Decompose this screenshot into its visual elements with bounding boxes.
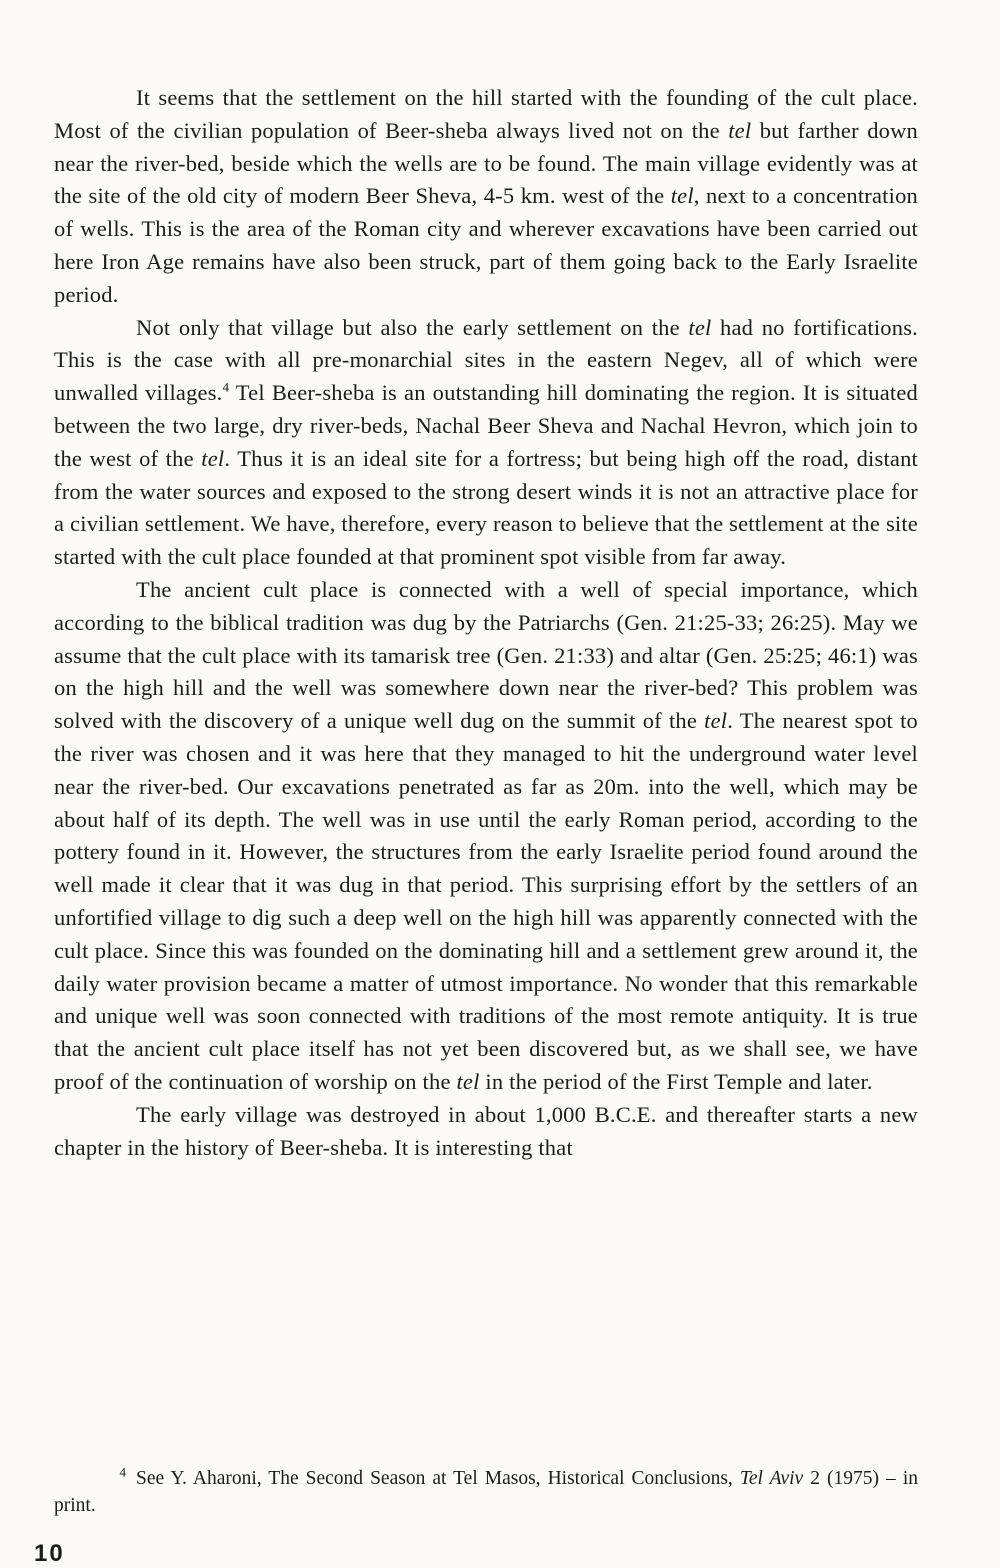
body-text xyxy=(54,82,918,1164)
italic-term: tel xyxy=(670,183,694,209)
footnote-text: 2 (1975) – in print. xyxy=(54,1468,918,1516)
italic-title: Tel Aviv xyxy=(739,1468,804,1489)
paragraph-4 xyxy=(54,1099,918,1165)
footnote xyxy=(54,1465,918,1519)
text-segment: The early village was destroyed in about 1,000 B.C.E. and thereafter starts a new chapter in the history of Beer-sheba. It is interesting that xyxy=(54,1101,918,1160)
italic-term: tel xyxy=(688,314,712,340)
footnote-mark xyxy=(54,1465,136,1492)
italic-term: tel xyxy=(704,708,728,734)
footnote-text: See Y. Aharoni, The Second Season at Tel Masos, Historical Conclusions, xyxy=(136,1468,740,1489)
paragraph-1 xyxy=(54,82,918,312)
italic-term: tel xyxy=(201,445,225,471)
text-segment: in the period of the First Temple and later. xyxy=(479,1068,873,1094)
footnote-reference: 4 xyxy=(222,379,230,395)
paragraph-2 xyxy=(54,312,918,574)
text-segment: . The nearest spot to the river was chosen and it was here that they managed to hit the underground water level near the river-bed. Our excavations penetrated as far as 20m. into the well, which may be about half of its depth. The well was in use until the early Roman period, according to the pottery found in it. However, the structures from the early Israelite period found around the well made it clear that it was dug in that period. This surprising effort by the settlers of an unfortified village to dig such a deep well on the high hill was apparently connected with the cult place. Since this was founded on the dominating hill and a settlement grew around it, the daily water provision became a matter of utmost importance. No wonder that this remarkable and unique well was soon connected with traditions of the most remote antiquity. It is true that the ancient cult place itself has not yet been discovered but, as we shall see, we have proof of the continuation of worship on the xyxy=(54,708,918,1094)
text-segment: . Thus it is an ideal site for a fortress; but being high off the road, distant from the water sources and exposed to the strong desert winds it is not an attractive place for a civilian settlement. We have, therefore, every reason to believe that the settlement at the site started with the cult place founded at that prominent spot visible from far away. xyxy=(54,445,918,570)
text-segment: Tel Beer-sheba is an outstanding hill dominating the region. It is situated between the two large, dry river-beds, Nachal Beer Sheva and Nachal Hevron, which join to the west of the xyxy=(54,380,918,471)
text-segment: but farther down near the river-bed, beside which the wells are to be found. The main village evidently was at the site of the old city of modern Beer Sheva, 4-5 km. west of the xyxy=(54,117,918,209)
paragraph-3 xyxy=(54,574,918,1099)
text-segment: had no fortifications. This is the case with all pre-monarchial sites in the eastern Negev, all of which were unwalled villages. xyxy=(54,314,918,406)
text-segment: The ancient cult place is connected with a well of special importance, which according to the biblical tradition was dug by the Patriarchs (Gen. 21:25-33; 26:25). May we assume that the cult place with its tamarisk tree (Gen. 21:33) and altar (Gen. 25:25; 46:1) was on the high hill and the well was somewhere down near the river-bed? This problem was solved with the discovery of a unique well dug on the summit of the xyxy=(54,576,918,734)
text-segment: It seems that the settlement on the hill started with the founding of the cult place. Most of the civilian population of Beer-sheba always lived not on the xyxy=(54,85,918,143)
italic-term: tel xyxy=(728,117,752,143)
page-number: 10 xyxy=(34,1540,65,1567)
text-segment: Not only that village but also the early settlement on the xyxy=(136,314,689,340)
text-segment: , next to a concentration of wells. This is the area of the Roman city and wherever excavations have been carried out here Iron Age remains have also been struck, part of them going back to the Early Israelite period. xyxy=(54,183,918,307)
italic-term: tel xyxy=(456,1068,480,1094)
footnote-number: 4 xyxy=(119,1464,126,1480)
